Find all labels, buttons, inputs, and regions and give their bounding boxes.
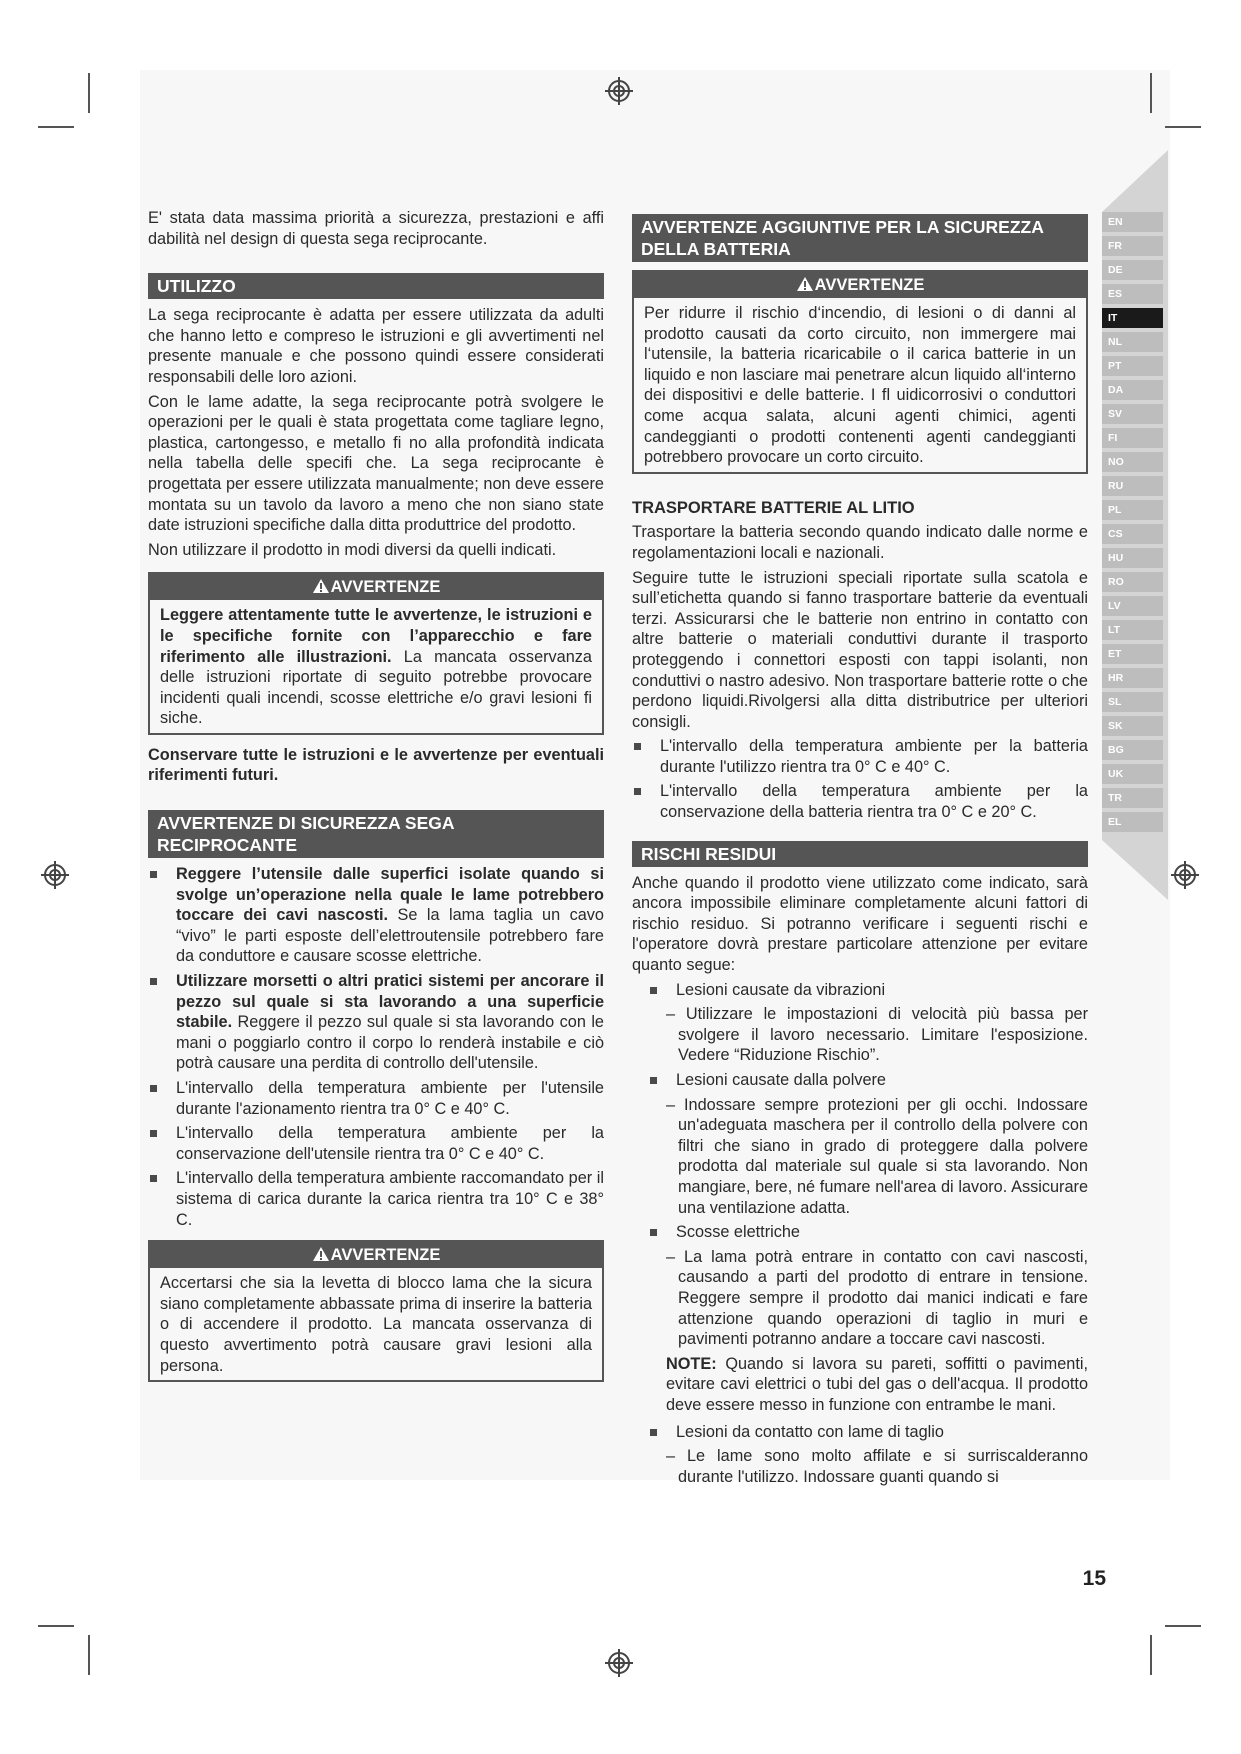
trasporto-paragraph-1: Trasportare la batteria secondo quando indicato dalle norme e regolamentazioni locali e nazionali. (632, 523, 1088, 562)
left-column (148, 208, 604, 1392)
rischi-list (632, 980, 1088, 1001)
crop-mark (1150, 1635, 1152, 1675)
list-item-text: Reggere il pezzo sul quale si sta lavorando con le mani o poggiarlo contro il corpo lo renderà instabile e ciò potrà causare una perdita di controllo dell'utensile. (176, 1013, 604, 1073)
utilizzo-paragraph-2: Con le lame adatte, la sega reciprocante potrà svolgere le operazioni per le quali è stata progettata come tagliare legno, plastica, cartongesso, e metallo fi no alla profondità indicata nella tabella delle specifi che. La sega reciprocante è progettata per essere utilizzata manualmente; non deve essere montata su un tavolo da lavoro a meno che non siano state date istruzioni specifiche dalla ditta produttrice del prodotto. (148, 392, 604, 535)
list-item-title: Lesioni da contatto con lame di taglio (676, 1422, 944, 1441)
warning-box-blade-lock (148, 1240, 604, 1382)
list-item: L'intervallo della temperatura ambiente per la batteria durante l'utilizzo rientra tra 0° C e 40° C. (632, 736, 1088, 777)
note-text: Quando si lavora su pareti, soffitti o pavimenti, evitare cavi elettrici o tubi del gas o dell'acqua. Il prodotto deve essere messo in funzione con entrambe le mani. (666, 1354, 1088, 1414)
language-tab-da[interactable]: DA (1102, 380, 1163, 400)
warning-title: AVVERTENZE (330, 1246, 441, 1265)
language-tab-pl[interactable]: PL (1102, 500, 1163, 520)
list-item-bold: Reggere l’utensile dalle superfici isolate quando si svolge un’operazione nella quale le lame potrebbero toccare dei cavi nascosti. (176, 865, 604, 925)
crop-mark (38, 1625, 74, 1627)
language-tab-no[interactable]: NO (1102, 452, 1163, 472)
trasporto-list (632, 736, 1088, 822)
list-item (148, 1078, 604, 1119)
note-paragraph (632, 1354, 1088, 1416)
language-tab-hr[interactable]: HR (1102, 668, 1163, 688)
list-item-detail: – Le lame sono molto affilate e si surriscalderanno durante l'utilizzo. Indossare guanti quando si (666, 1447, 1088, 1486)
warning-triangle-icon (312, 1246, 330, 1262)
list-item (648, 1070, 1088, 1091)
rischi-paragraph: Anche quando il prodotto viene utilizzato come indicato, sarà ancora impossibile eliminare completamente alcuni fattori di rischio residuo. Si potranno verificare i seguenti rischi e l'operatore dovrà prestare particolare attenzione per evitare quanto segue: (632, 873, 1088, 975)
warning-text: Per ridurre il rischio d‘incendio, di lesioni o di danni al prodotto causati da corto circuito, non immergere mai l‘utensile, la batteria ricaricabile o il carica batterie in un liquido e non lasciare mai penetrare alcun liquido all‘interno dei dispositivi e delle batterie. I fl uidicorrosivi o conduttori come acqua salata, alcuni agenti chimici, agenti candeggianti o prodotti contenenti agenti candeggianti potrebbero provocare un corto circuito. (644, 304, 1076, 467)
registration-mark-icon (604, 1648, 634, 1678)
utilizzo-heading: UTILIZZO (148, 273, 604, 299)
utilizzo-paragraph-1: La sega reciprocante è adatta per essere utilizzata da adulti che hanno letto e compreso le istruzioni e gli avvertimenti nel presente manuale e che possono quindi essere considerati responsabili delle loro azioni. (148, 306, 604, 386)
language-tab-en[interactable]: EN (1102, 212, 1163, 232)
language-tab-sk[interactable]: SK (1102, 716, 1163, 736)
language-tab-tr[interactable]: TR (1102, 788, 1163, 808)
language-tab-bg[interactable]: BG (1102, 740, 1163, 760)
language-tab-uk[interactable]: UK (1102, 764, 1163, 784)
language-tab-nl[interactable]: NL (1102, 332, 1163, 352)
list-item-text: Se la lama taglia un cavo “vivo” le parti esposte dell’elettroutensile potrebbero fare da conduttore e causare scosse elettriche. (176, 906, 604, 966)
list-item (648, 1222, 1088, 1243)
language-tab-cs[interactable]: CS (1102, 524, 1163, 544)
language-tab-ro[interactable]: RO (1102, 572, 1163, 592)
crop-mark (88, 1635, 90, 1675)
crop-mark (1165, 1625, 1201, 1627)
list-item-detail: – La lama potrà entrare in contatto con cavi nascosti, causando a parti del prodotto di entrare in tensione. Reggere sempre il prodotto dai manici indicati e fare attenzione quando operazioni di taglio in muri e pavimenti potranno andare a toccare cavi nascosti. (666, 1247, 1088, 1349)
language-tab-sv[interactable]: SV (1102, 404, 1163, 424)
warning-box-battery (632, 270, 1088, 474)
intro-text: E' stata data massima priorità a sicurezza, prestazioni e affi dabilità nel design di questa sega reciprocante. (148, 209, 604, 248)
crop-mark (1150, 73, 1152, 113)
language-tab-et[interactable]: ET (1102, 644, 1163, 664)
trasporto-paragraph-2: Seguire tutte le istruzioni speciali riportate sulla scatola e sull’etichetta quando si fanno trasportare batterie da eventuali terzi. Assicurarsi che le batterie non entrino in contatto con altre batterie o materiali conduttivi durante il trasporto proteggendo i connettori esposti con tappi isolanti, non conduttivi o nastro adesivo. Non trasportare batterie rotte o che perdono liquidi.Rivolgersi alla ditta distributrice per ulteriori consigli. (632, 568, 1088, 731)
language-tab-de[interactable]: DE (1102, 260, 1163, 280)
list-item-title: Lesioni causate da vibrazioni (676, 980, 886, 999)
list-item (148, 971, 604, 1074)
language-tab-lv[interactable]: LV (1102, 596, 1163, 616)
list-item-text: L'intervallo della temperatura ambiente per l'utensile durante l'azionamento rientra tra 0° C e 40° C. (176, 1079, 604, 1118)
note-label: NOTE: (666, 1354, 717, 1373)
utilizzo-paragraph-3: Non utilizzare il prodotto in modi diversi da quelli indicati. (148, 540, 557, 559)
crop-mark (38, 126, 74, 128)
language-sidebar (1102, 150, 1170, 900)
sicurezza-heading: AVVERTENZE DI SICUREZZA SEGA RECIPROCANTE (148, 810, 604, 858)
warning-box-read-instructions (148, 572, 604, 735)
language-tab-es[interactable]: ES (1102, 284, 1163, 304)
rischi-heading: RISCHI RESIDUI (632, 841, 1088, 867)
language-tab-sl[interactable]: SL (1102, 692, 1163, 712)
page-number: 15 (1082, 1567, 1106, 1590)
crop-mark (88, 73, 90, 113)
warning-triangle-icon (796, 276, 814, 292)
warning-text: La mancata osservanza delle istruzioni riportate di seguito potrebbe provocare incidenti quali incendi, scosse elettriche e/o gravi lesioni fi siche. (160, 647, 592, 728)
list-item: L'intervallo della temperatura ambiente per la conservazione della batteria rientra tra 0° C e 20° C. (632, 781, 1088, 822)
language-tab-fr[interactable]: FR (1102, 236, 1163, 256)
list-item (148, 1123, 604, 1164)
warning-title: AVVERTENZE (330, 578, 441, 597)
list-item-text: L'intervallo della temperatura ambiente per la conservazione dell'utensile rientra tra 0° C e 40° C. (176, 1124, 604, 1163)
list-item-text: L'intervallo della temperatura ambiente raccomandato per il sistema di carica durante la carica rientra tra 10° C e 38° C. (176, 1169, 604, 1229)
language-tab-hu[interactable]: HU (1102, 548, 1163, 568)
warning-title: AVVERTENZE (814, 276, 925, 294)
registration-mark-icon (40, 860, 70, 890)
conserve-instructions: Conservare tutte le istruzioni e le avvertenze per eventuali riferimenti futuri. (148, 745, 604, 785)
list-item (148, 864, 604, 967)
warning-bold-text: Leggere attentamente tutte le avvertenze, le istruzioni e le specifiche fornite con l’apparecchio e fare riferimento alle illustrazioni. (160, 606, 592, 666)
list-item (648, 980, 1088, 1001)
trasporto-heading: TRASPORTARE BATTERIE AL LITIO (632, 498, 915, 517)
list-item-title: Lesioni causate dalla polvere (676, 1071, 886, 1089)
sicurezza-list (148, 864, 604, 1230)
language-tab-el[interactable]: EL (1102, 812, 1163, 832)
language-tab-ru[interactable]: RU (1102, 476, 1163, 496)
language-tab-lt[interactable]: LT (1102, 620, 1163, 640)
list-item-detail: – Utilizzare le impostazioni di velocità più bassa per svolgere il lavoro necessario. Limitare l'esposizione. Vedere “Riduzione Rischio”. (666, 1005, 1088, 1065)
batteria-heading: AVVERTENZE AGGIUNTIVE PER LA SICUREZZA DELLA BATTERIA (632, 214, 1088, 262)
list-item-title: Scosse elettriche (676, 1223, 800, 1242)
language-tab-it[interactable]: IT (1102, 308, 1163, 328)
warning-triangle-icon (312, 578, 330, 594)
registration-mark-icon (604, 76, 634, 106)
crop-mark (1165, 126, 1201, 128)
list-item-bold: Utilizzare morsetti o altri pratici sistemi per ancorare il pezzo sul quale si sta lavorando a una superficie stabile. (176, 972, 604, 1032)
language-tab-fi[interactable]: FI (1102, 428, 1163, 448)
list-item (648, 1422, 1088, 1443)
list-item-detail: – Indossare sempre protezioni per gli occhi. Indossare un'adeguata maschera per il controllo della polvere con filtri che siano in grado di proteggere dalla polvere prodotta dal materiale sul quale si sta lavorando. Non mangiare, bere, né fumare nell'area di lavoro. Assicurare una ventilazione adatta. (666, 1095, 1088, 1217)
right-column (632, 214, 1088, 1491)
language-tab-pt[interactable]: PT (1102, 356, 1163, 376)
warning-text: Accertarsi che sia la levetta di blocco lama che la sicura siano completamente abbassate prima di inserire la batteria o di accendere il prodotto. La mancata osservanza di questo avvertimento potrà causare gravi lesioni alla persona. (160, 1274, 592, 1375)
list-item (148, 1168, 604, 1230)
registration-mark-icon (1170, 860, 1200, 890)
